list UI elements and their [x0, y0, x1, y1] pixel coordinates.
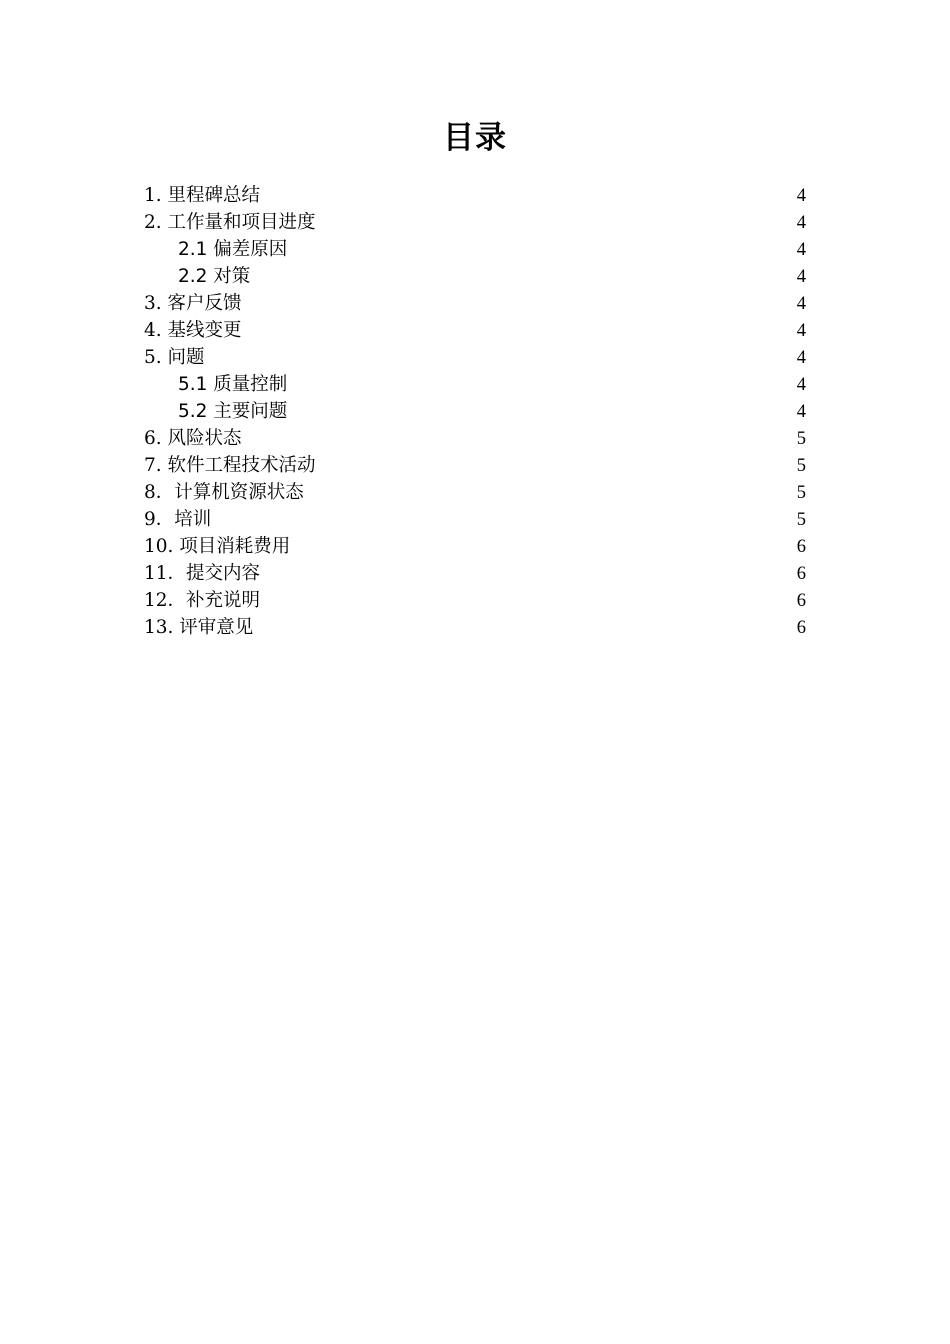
- toc-entry-label: 11．提交内容: [144, 563, 261, 584]
- toc-entry-label: 8．计算机资源状态: [144, 482, 304, 503]
- toc-entry[interactable]: [144, 290, 806, 317]
- toc-entry[interactable]: [144, 452, 806, 479]
- toc-entry-label: 2.1 偏差原因: [178, 239, 288, 260]
- toc-entry[interactable]: [144, 182, 806, 209]
- toc-entry-label: 1. 里程碑总结: [144, 185, 261, 206]
- toc-entry-page: 6: [796, 591, 806, 611]
- toc-subentry[interactable]: [144, 371, 806, 398]
- toc-subentry[interactable]: [144, 236, 806, 263]
- toc-entry-label: 13. 评审意见: [144, 617, 254, 638]
- toc-entry-page: 4: [796, 213, 806, 233]
- toc-entry-page: 4: [796, 240, 806, 260]
- toc-entry-label: 2. 工作量和项目进度: [144, 212, 316, 233]
- toc-entry-label: 5. 问题: [144, 347, 205, 368]
- toc-entry-label: 7. 软件工程技术活动: [144, 455, 316, 476]
- toc-subentry[interactable]: [144, 263, 806, 290]
- toc-entry-label: 4. 基线变更: [144, 320, 242, 341]
- toc-entry-label: 6. 风险状态: [144, 428, 242, 449]
- table-of-contents: [144, 182, 806, 641]
- toc-entry[interactable]: [144, 560, 806, 587]
- toc-entry[interactable]: [144, 614, 806, 641]
- toc-entry-page: 6: [796, 537, 806, 557]
- toc-entry-page: 4: [796, 186, 806, 206]
- toc-entry[interactable]: [144, 209, 806, 236]
- toc-entry[interactable]: [144, 479, 806, 506]
- toc-entry-page: 6: [796, 564, 806, 584]
- toc-entry-page: 4: [796, 375, 806, 395]
- toc-entry-label: 10. 项目消耗费用: [144, 536, 291, 557]
- toc-entry-page: 5: [796, 510, 806, 530]
- toc-entry[interactable]: [144, 317, 806, 344]
- toc-subentry[interactable]: [144, 398, 806, 425]
- toc-entry-page: 4: [796, 294, 806, 314]
- toc-entry[interactable]: [144, 425, 806, 452]
- toc-entry-label: 5.1 质量控制: [178, 374, 288, 395]
- toc-entry-page: 5: [796, 429, 806, 449]
- toc-entry-label: 2.2 对策: [178, 266, 251, 287]
- toc-entry-page: 4: [796, 267, 806, 287]
- toc-entry-page: 6: [796, 618, 806, 638]
- toc-entry-label: 5.2 主要问题: [178, 401, 288, 422]
- toc-entry-page: 4: [796, 402, 806, 422]
- toc-entry-label: 9．培训: [144, 509, 212, 530]
- toc-entry[interactable]: [144, 587, 806, 614]
- page-title: 目录: [443, 120, 507, 156]
- toc-entry-label: 3. 客户反馈: [144, 293, 242, 314]
- toc-entry-page: 5: [796, 483, 806, 503]
- toc-entry-label: 12．补充说明: [144, 590, 261, 611]
- toc-entry-page: 4: [796, 348, 806, 368]
- toc-entry-page: 4: [796, 321, 806, 341]
- toc-entry[interactable]: [144, 533, 806, 560]
- toc-entry-page: 5: [796, 456, 806, 476]
- toc-entry[interactable]: [144, 344, 806, 371]
- toc-entry[interactable]: [144, 506, 806, 533]
